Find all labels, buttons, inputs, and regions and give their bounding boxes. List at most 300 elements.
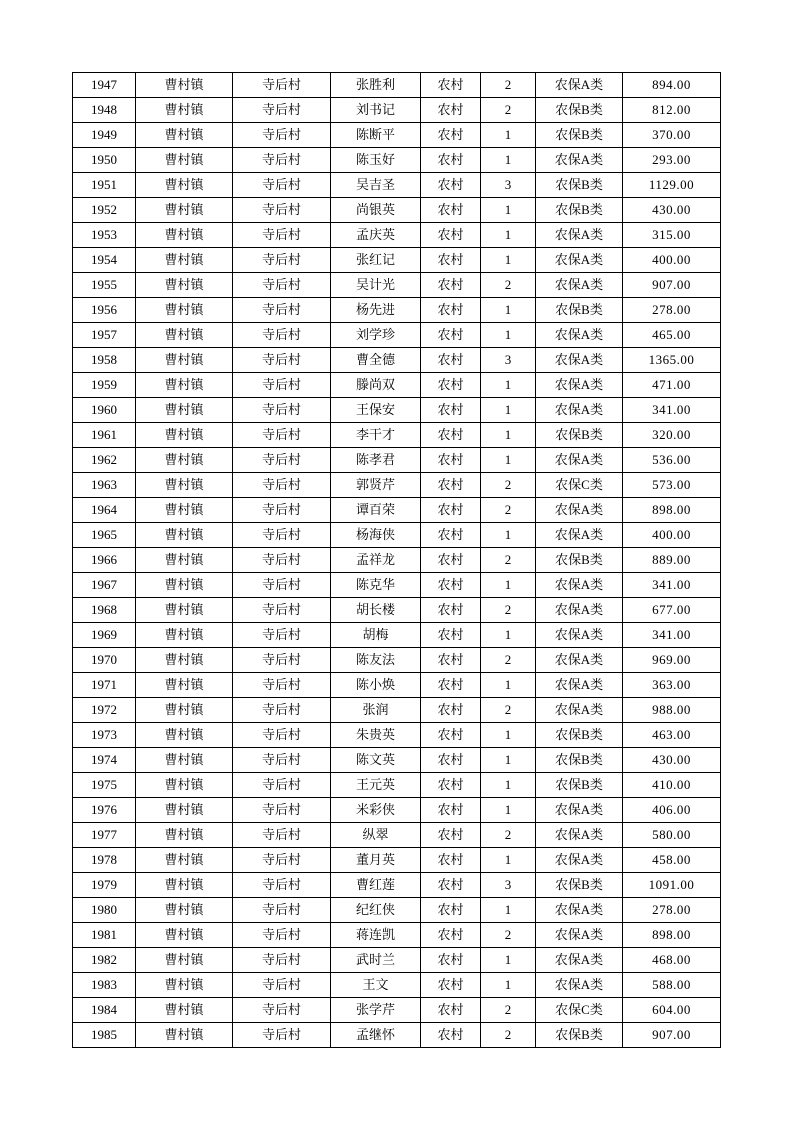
table-cell-village: 寺后村	[233, 798, 331, 823]
table-cell-serial: 1984	[73, 998, 136, 1023]
table-cell-count: 2	[481, 273, 536, 298]
table-cell-name: 张润	[331, 698, 421, 723]
table-cell-type: 农村	[421, 398, 481, 423]
table-cell-type: 农村	[421, 998, 481, 1023]
table-cell-name: 谭百荣	[331, 498, 421, 523]
table-cell-name: 朱贵英	[331, 723, 421, 748]
table-cell-amount: 889.00	[623, 548, 721, 573]
table-cell-category: 农保B类	[536, 123, 623, 148]
table-cell-village: 寺后村	[233, 273, 331, 298]
table-cell-type: 农村	[421, 948, 481, 973]
table-cell-town: 曹村镇	[136, 748, 233, 773]
table-cell-amount: 969.00	[623, 648, 721, 673]
table-cell-count: 2	[481, 998, 536, 1023]
table-cell-amount: 468.00	[623, 948, 721, 973]
table-cell-count: 1	[481, 573, 536, 598]
table-cell-name: 杨海侠	[331, 523, 421, 548]
table-cell-type: 农村	[421, 548, 481, 573]
table-cell-count: 2	[481, 1023, 536, 1048]
table-cell-amount: 536.00	[623, 448, 721, 473]
table-cell-type: 农村	[421, 448, 481, 473]
table-cell-village: 寺后村	[233, 823, 331, 848]
table-cell-serial: 1970	[73, 648, 136, 673]
table-cell-count: 1	[481, 323, 536, 348]
table-cell-amount: 278.00	[623, 298, 721, 323]
table-cell-type: 农村	[421, 723, 481, 748]
table-cell-village: 寺后村	[233, 223, 331, 248]
table-cell-type: 农村	[421, 298, 481, 323]
table-cell-serial: 1955	[73, 273, 136, 298]
table-cell-amount: 320.00	[623, 423, 721, 448]
table-cell-amount: 898.00	[623, 498, 721, 523]
table-cell-town: 曹村镇	[136, 248, 233, 273]
table-cell-name: 董月英	[331, 848, 421, 873]
table-cell-name: 刘书记	[331, 98, 421, 123]
table-cell-town: 曹村镇	[136, 648, 233, 673]
table-cell-type: 农村	[421, 348, 481, 373]
table-cell-category: 农保A类	[536, 373, 623, 398]
table-row	[73, 648, 721, 673]
table-row	[73, 473, 721, 498]
table-cell-type: 农村	[421, 373, 481, 398]
table-cell-serial: 1978	[73, 848, 136, 873]
table-cell-town: 曹村镇	[136, 623, 233, 648]
table-cell-serial: 1948	[73, 98, 136, 123]
table-cell-village: 寺后村	[233, 1023, 331, 1048]
table-cell-serial: 1962	[73, 448, 136, 473]
table-cell-category: 农保A类	[536, 448, 623, 473]
table-cell-count: 2	[481, 473, 536, 498]
table-cell-type: 农村	[421, 123, 481, 148]
table-cell-count: 2	[481, 498, 536, 523]
table-cell-category: 农保A类	[536, 848, 623, 873]
table-cell-type: 农村	[421, 223, 481, 248]
table-cell-village: 寺后村	[233, 498, 331, 523]
table-cell-amount: 370.00	[623, 123, 721, 148]
table-cell-category: 农保A类	[536, 523, 623, 548]
table-cell-serial: 1956	[73, 298, 136, 323]
table-cell-serial: 1980	[73, 898, 136, 923]
table-cell-serial: 1975	[73, 773, 136, 798]
table-cell-category: 农保B类	[536, 873, 623, 898]
table-cell-count: 1	[481, 198, 536, 223]
table-cell-serial: 1952	[73, 198, 136, 223]
table-cell-village: 寺后村	[233, 998, 331, 1023]
table-row	[73, 273, 721, 298]
table-cell-name: 曹全德	[331, 348, 421, 373]
table-cell-type: 农村	[421, 73, 481, 98]
table-cell-amount: 988.00	[623, 698, 721, 723]
table-cell-name: 陈文英	[331, 748, 421, 773]
table-cell-town: 曹村镇	[136, 823, 233, 848]
table-cell-village: 寺后村	[233, 123, 331, 148]
table-cell-town: 曹村镇	[136, 323, 233, 348]
table-cell-amount: 812.00	[623, 98, 721, 123]
table-cell-type: 农村	[421, 248, 481, 273]
table-cell-count: 1	[481, 948, 536, 973]
table-cell-village: 寺后村	[233, 923, 331, 948]
table-cell-town: 曹村镇	[136, 373, 233, 398]
table-cell-count: 2	[481, 98, 536, 123]
table-cell-type: 农村	[421, 848, 481, 873]
table-row	[73, 98, 721, 123]
table-cell-amount: 430.00	[623, 748, 721, 773]
table-cell-category: 农保B类	[536, 723, 623, 748]
table-row	[73, 198, 721, 223]
table-cell-name: 滕尚双	[331, 373, 421, 398]
table-cell-village: 寺后村	[233, 973, 331, 998]
table-cell-name: 王元英	[331, 773, 421, 798]
table-row	[73, 973, 721, 998]
table-cell-category: 农保A类	[536, 898, 623, 923]
table-cell-count: 1	[481, 448, 536, 473]
table-cell-village: 寺后村	[233, 98, 331, 123]
table-cell-type: 农村	[421, 648, 481, 673]
table-cell-name: 李干才	[331, 423, 421, 448]
table-cell-village: 寺后村	[233, 623, 331, 648]
table-cell-serial: 1982	[73, 948, 136, 973]
table-cell-count: 2	[481, 648, 536, 673]
table-cell-name: 胡梅	[331, 623, 421, 648]
table-cell-category: 农保A类	[536, 323, 623, 348]
table-cell-village: 寺后村	[233, 173, 331, 198]
table-cell-village: 寺后村	[233, 773, 331, 798]
table-cell-name: 米彩侠	[331, 798, 421, 823]
table-body	[73, 73, 721, 1048]
table-cell-type: 农村	[421, 273, 481, 298]
table-cell-category: 农保A类	[536, 623, 623, 648]
table-cell-category: 农保C类	[536, 998, 623, 1023]
table-cell-type: 农村	[421, 98, 481, 123]
table-cell-town: 曹村镇	[136, 523, 233, 548]
table-cell-count: 1	[481, 423, 536, 448]
table-cell-serial: 1963	[73, 473, 136, 498]
table-cell-category: 农保A类	[536, 348, 623, 373]
table-cell-village: 寺后村	[233, 198, 331, 223]
table-cell-type: 农村	[421, 773, 481, 798]
table-cell-count: 3	[481, 173, 536, 198]
table-cell-amount: 471.00	[623, 373, 721, 398]
table-row	[73, 798, 721, 823]
table-cell-category: 农保A类	[536, 598, 623, 623]
table-cell-type: 农村	[421, 473, 481, 498]
table-cell-count: 2	[481, 923, 536, 948]
table-cell-village: 寺后村	[233, 298, 331, 323]
table-cell-category: 农保B类	[536, 98, 623, 123]
table-row	[73, 548, 721, 573]
table-cell-town: 曹村镇	[136, 498, 233, 523]
table-row	[73, 923, 721, 948]
table-cell-village: 寺后村	[233, 148, 331, 173]
table-cell-count: 1	[481, 848, 536, 873]
table-cell-count: 1	[481, 373, 536, 398]
table-row	[73, 173, 721, 198]
table-cell-name: 王文	[331, 973, 421, 998]
table-row	[73, 223, 721, 248]
table-cell-village: 寺后村	[233, 398, 331, 423]
table-cell-serial: 1974	[73, 748, 136, 773]
table-cell-name: 郭贤芹	[331, 473, 421, 498]
table-cell-type: 农村	[421, 498, 481, 523]
table-cell-name: 尚银英	[331, 198, 421, 223]
table-cell-town: 曹村镇	[136, 198, 233, 223]
table-row	[73, 573, 721, 598]
table-cell-count: 1	[481, 148, 536, 173]
table-cell-town: 曹村镇	[136, 773, 233, 798]
table-cell-category: 农保A类	[536, 573, 623, 598]
table-cell-town: 曹村镇	[136, 973, 233, 998]
table-row	[73, 623, 721, 648]
table-cell-name: 张胜利	[331, 73, 421, 98]
table-row	[73, 898, 721, 923]
table-cell-amount: 573.00	[623, 473, 721, 498]
table-cell-amount: 400.00	[623, 248, 721, 273]
table-cell-category: 农保A类	[536, 648, 623, 673]
table-cell-amount: 907.00	[623, 273, 721, 298]
table-row	[73, 248, 721, 273]
table-cell-serial: 1965	[73, 523, 136, 548]
table-cell-amount: 604.00	[623, 998, 721, 1023]
table-cell-name: 武时兰	[331, 948, 421, 973]
table-cell-count: 1	[481, 673, 536, 698]
table-cell-name: 陈克华	[331, 573, 421, 598]
table-cell-village: 寺后村	[233, 373, 331, 398]
table-cell-name: 吴吉圣	[331, 173, 421, 198]
table-cell-amount: 588.00	[623, 973, 721, 998]
table-cell-category: 农保A类	[536, 798, 623, 823]
table-cell-town: 曹村镇	[136, 173, 233, 198]
table-row	[73, 523, 721, 548]
table-cell-serial: 1973	[73, 723, 136, 748]
table-cell-name: 蒋连凯	[331, 923, 421, 948]
table-cell-count: 1	[481, 723, 536, 748]
table-cell-serial: 1953	[73, 223, 136, 248]
table-cell-count: 1	[481, 898, 536, 923]
table-row	[73, 73, 721, 98]
table-cell-amount: 894.00	[623, 73, 721, 98]
table-cell-serial: 1969	[73, 623, 136, 648]
table-cell-type: 农村	[421, 423, 481, 448]
table-cell-village: 寺后村	[233, 423, 331, 448]
table-cell-amount: 1365.00	[623, 348, 721, 373]
table-row	[73, 598, 721, 623]
table-cell-count: 1	[481, 123, 536, 148]
table-cell-amount: 580.00	[623, 823, 721, 848]
table-row	[73, 423, 721, 448]
table-cell-serial: 1950	[73, 148, 136, 173]
table-cell-amount: 410.00	[623, 773, 721, 798]
table-cell-amount: 463.00	[623, 723, 721, 748]
table-cell-village: 寺后村	[233, 648, 331, 673]
table-cell-name: 吴计光	[331, 273, 421, 298]
table-cell-town: 曹村镇	[136, 923, 233, 948]
table-cell-category: 农保A类	[536, 973, 623, 998]
table-cell-town: 曹村镇	[136, 398, 233, 423]
table-cell-village: 寺后村	[233, 523, 331, 548]
table-row	[73, 398, 721, 423]
table-cell-town: 曹村镇	[136, 723, 233, 748]
table-cell-name: 曹红莲	[331, 873, 421, 898]
table-cell-count: 2	[481, 598, 536, 623]
table-cell-amount: 293.00	[623, 148, 721, 173]
table-cell-type: 农村	[421, 523, 481, 548]
table-cell-category: 农保B类	[536, 773, 623, 798]
table-cell-amount: 907.00	[623, 1023, 721, 1048]
table-cell-village: 寺后村	[233, 948, 331, 973]
table-cell-village: 寺后村	[233, 548, 331, 573]
table-cell-count: 1	[481, 748, 536, 773]
table-cell-village: 寺后村	[233, 673, 331, 698]
table-cell-serial: 1964	[73, 498, 136, 523]
table-cell-village: 寺后村	[233, 348, 331, 373]
table-cell-town: 曹村镇	[136, 673, 233, 698]
table-cell-town: 曹村镇	[136, 998, 233, 1023]
table-cell-amount: 1091.00	[623, 873, 721, 898]
table-cell-village: 寺后村	[233, 323, 331, 348]
table-cell-type: 农村	[421, 923, 481, 948]
table-cell-village: 寺后村	[233, 73, 331, 98]
table-cell-count: 2	[481, 823, 536, 848]
table-cell-category: 农保B类	[536, 423, 623, 448]
table-cell-category: 农保B类	[536, 173, 623, 198]
table-cell-amount: 315.00	[623, 223, 721, 248]
table-cell-count: 3	[481, 873, 536, 898]
table-cell-serial: 1976	[73, 798, 136, 823]
table-cell-village: 寺后村	[233, 748, 331, 773]
table-cell-serial: 1981	[73, 923, 136, 948]
table-cell-town: 曹村镇	[136, 548, 233, 573]
table-cell-village: 寺后村	[233, 573, 331, 598]
table-cell-count: 1	[481, 298, 536, 323]
table-cell-count: 1	[481, 973, 536, 998]
table-cell-serial: 1979	[73, 873, 136, 898]
table-cell-town: 曹村镇	[136, 598, 233, 623]
table-cell-type: 农村	[421, 673, 481, 698]
table-cell-town: 曹村镇	[136, 423, 233, 448]
table-cell-type: 农村	[421, 823, 481, 848]
table-cell-town: 曹村镇	[136, 573, 233, 598]
table-row	[73, 123, 721, 148]
table-cell-amount: 465.00	[623, 323, 721, 348]
table-cell-village: 寺后村	[233, 723, 331, 748]
table-cell-town: 曹村镇	[136, 948, 233, 973]
table-cell-name: 胡长楼	[331, 598, 421, 623]
table-cell-town: 曹村镇	[136, 873, 233, 898]
table-cell-count: 1	[481, 398, 536, 423]
table-cell-serial: 1961	[73, 423, 136, 448]
table-cell-category: 农保B类	[536, 1023, 623, 1048]
table-cell-serial: 1985	[73, 1023, 136, 1048]
table-cell-amount: 278.00	[623, 898, 721, 923]
table-cell-town: 曹村镇	[136, 473, 233, 498]
table-cell-serial: 1954	[73, 248, 136, 273]
table-cell-category: 农保B类	[536, 198, 623, 223]
table-cell-town: 曹村镇	[136, 698, 233, 723]
table-cell-town: 曹村镇	[136, 148, 233, 173]
table-cell-name: 孟祥龙	[331, 548, 421, 573]
table-cell-category: 农保A类	[536, 923, 623, 948]
table-cell-name: 王保安	[331, 398, 421, 423]
table-cell-town: 曹村镇	[136, 898, 233, 923]
table-cell-count: 1	[481, 248, 536, 273]
table-cell-village: 寺后村	[233, 848, 331, 873]
table-cell-type: 农村	[421, 748, 481, 773]
table-cell-serial: 1977	[73, 823, 136, 848]
table-cell-village: 寺后村	[233, 448, 331, 473]
table-cell-count: 1	[481, 798, 536, 823]
table-cell-amount: 363.00	[623, 673, 721, 698]
table-cell-category: 农保B类	[536, 298, 623, 323]
table-cell-amount: 430.00	[623, 198, 721, 223]
table-cell-amount: 1129.00	[623, 173, 721, 198]
table-cell-serial: 1967	[73, 573, 136, 598]
table-cell-village: 寺后村	[233, 473, 331, 498]
table-cell-serial: 1960	[73, 398, 136, 423]
table-row	[73, 873, 721, 898]
table-cell-category: 农保A类	[536, 223, 623, 248]
table-cell-town: 曹村镇	[136, 273, 233, 298]
table-cell-amount: 400.00	[623, 523, 721, 548]
table-cell-town: 曹村镇	[136, 223, 233, 248]
table-cell-type: 农村	[421, 573, 481, 598]
table-cell-type: 农村	[421, 873, 481, 898]
table-row	[73, 848, 721, 873]
table-cell-type: 农村	[421, 173, 481, 198]
table-row	[73, 373, 721, 398]
table-cell-category: 农保A类	[536, 398, 623, 423]
table-cell-type: 农村	[421, 698, 481, 723]
table-cell-category: 农保A类	[536, 823, 623, 848]
table-row	[73, 498, 721, 523]
table-cell-name: 陈玉好	[331, 148, 421, 173]
table-cell-type: 农村	[421, 623, 481, 648]
table-cell-type: 农村	[421, 798, 481, 823]
table-cell-serial: 1968	[73, 598, 136, 623]
table-cell-count: 1	[481, 773, 536, 798]
table-row	[73, 348, 721, 373]
table-cell-name: 纵翠	[331, 823, 421, 848]
table-cell-category: 农保A类	[536, 948, 623, 973]
table-cell-amount: 341.00	[623, 623, 721, 648]
table-cell-village: 寺后村	[233, 598, 331, 623]
table-cell-category: 农保A类	[536, 73, 623, 98]
table-row	[73, 998, 721, 1023]
table-cell-serial: 1957	[73, 323, 136, 348]
table-cell-serial: 1949	[73, 123, 136, 148]
table-cell-serial: 1958	[73, 348, 136, 373]
table-cell-town: 曹村镇	[136, 848, 233, 873]
table-cell-category: 农保B类	[536, 748, 623, 773]
table-cell-name: 纪红侠	[331, 898, 421, 923]
table-cell-category: 农保A类	[536, 698, 623, 723]
table-cell-amount: 341.00	[623, 398, 721, 423]
table-cell-village: 寺后村	[233, 898, 331, 923]
table-cell-name: 刘学珍	[331, 323, 421, 348]
table-row	[73, 823, 721, 848]
table-cell-amount: 458.00	[623, 848, 721, 873]
table-cell-category: 农保A类	[536, 673, 623, 698]
benefit-roster-table	[72, 72, 721, 1048]
table-cell-serial: 1947	[73, 73, 136, 98]
table-cell-village: 寺后村	[233, 873, 331, 898]
table-cell-serial: 1959	[73, 373, 136, 398]
table-cell-count: 2	[481, 73, 536, 98]
table-cell-name: 张红记	[331, 248, 421, 273]
table-cell-amount: 898.00	[623, 923, 721, 948]
table-row	[73, 448, 721, 473]
table-cell-type: 农村	[421, 973, 481, 998]
table-cell-type: 农村	[421, 198, 481, 223]
